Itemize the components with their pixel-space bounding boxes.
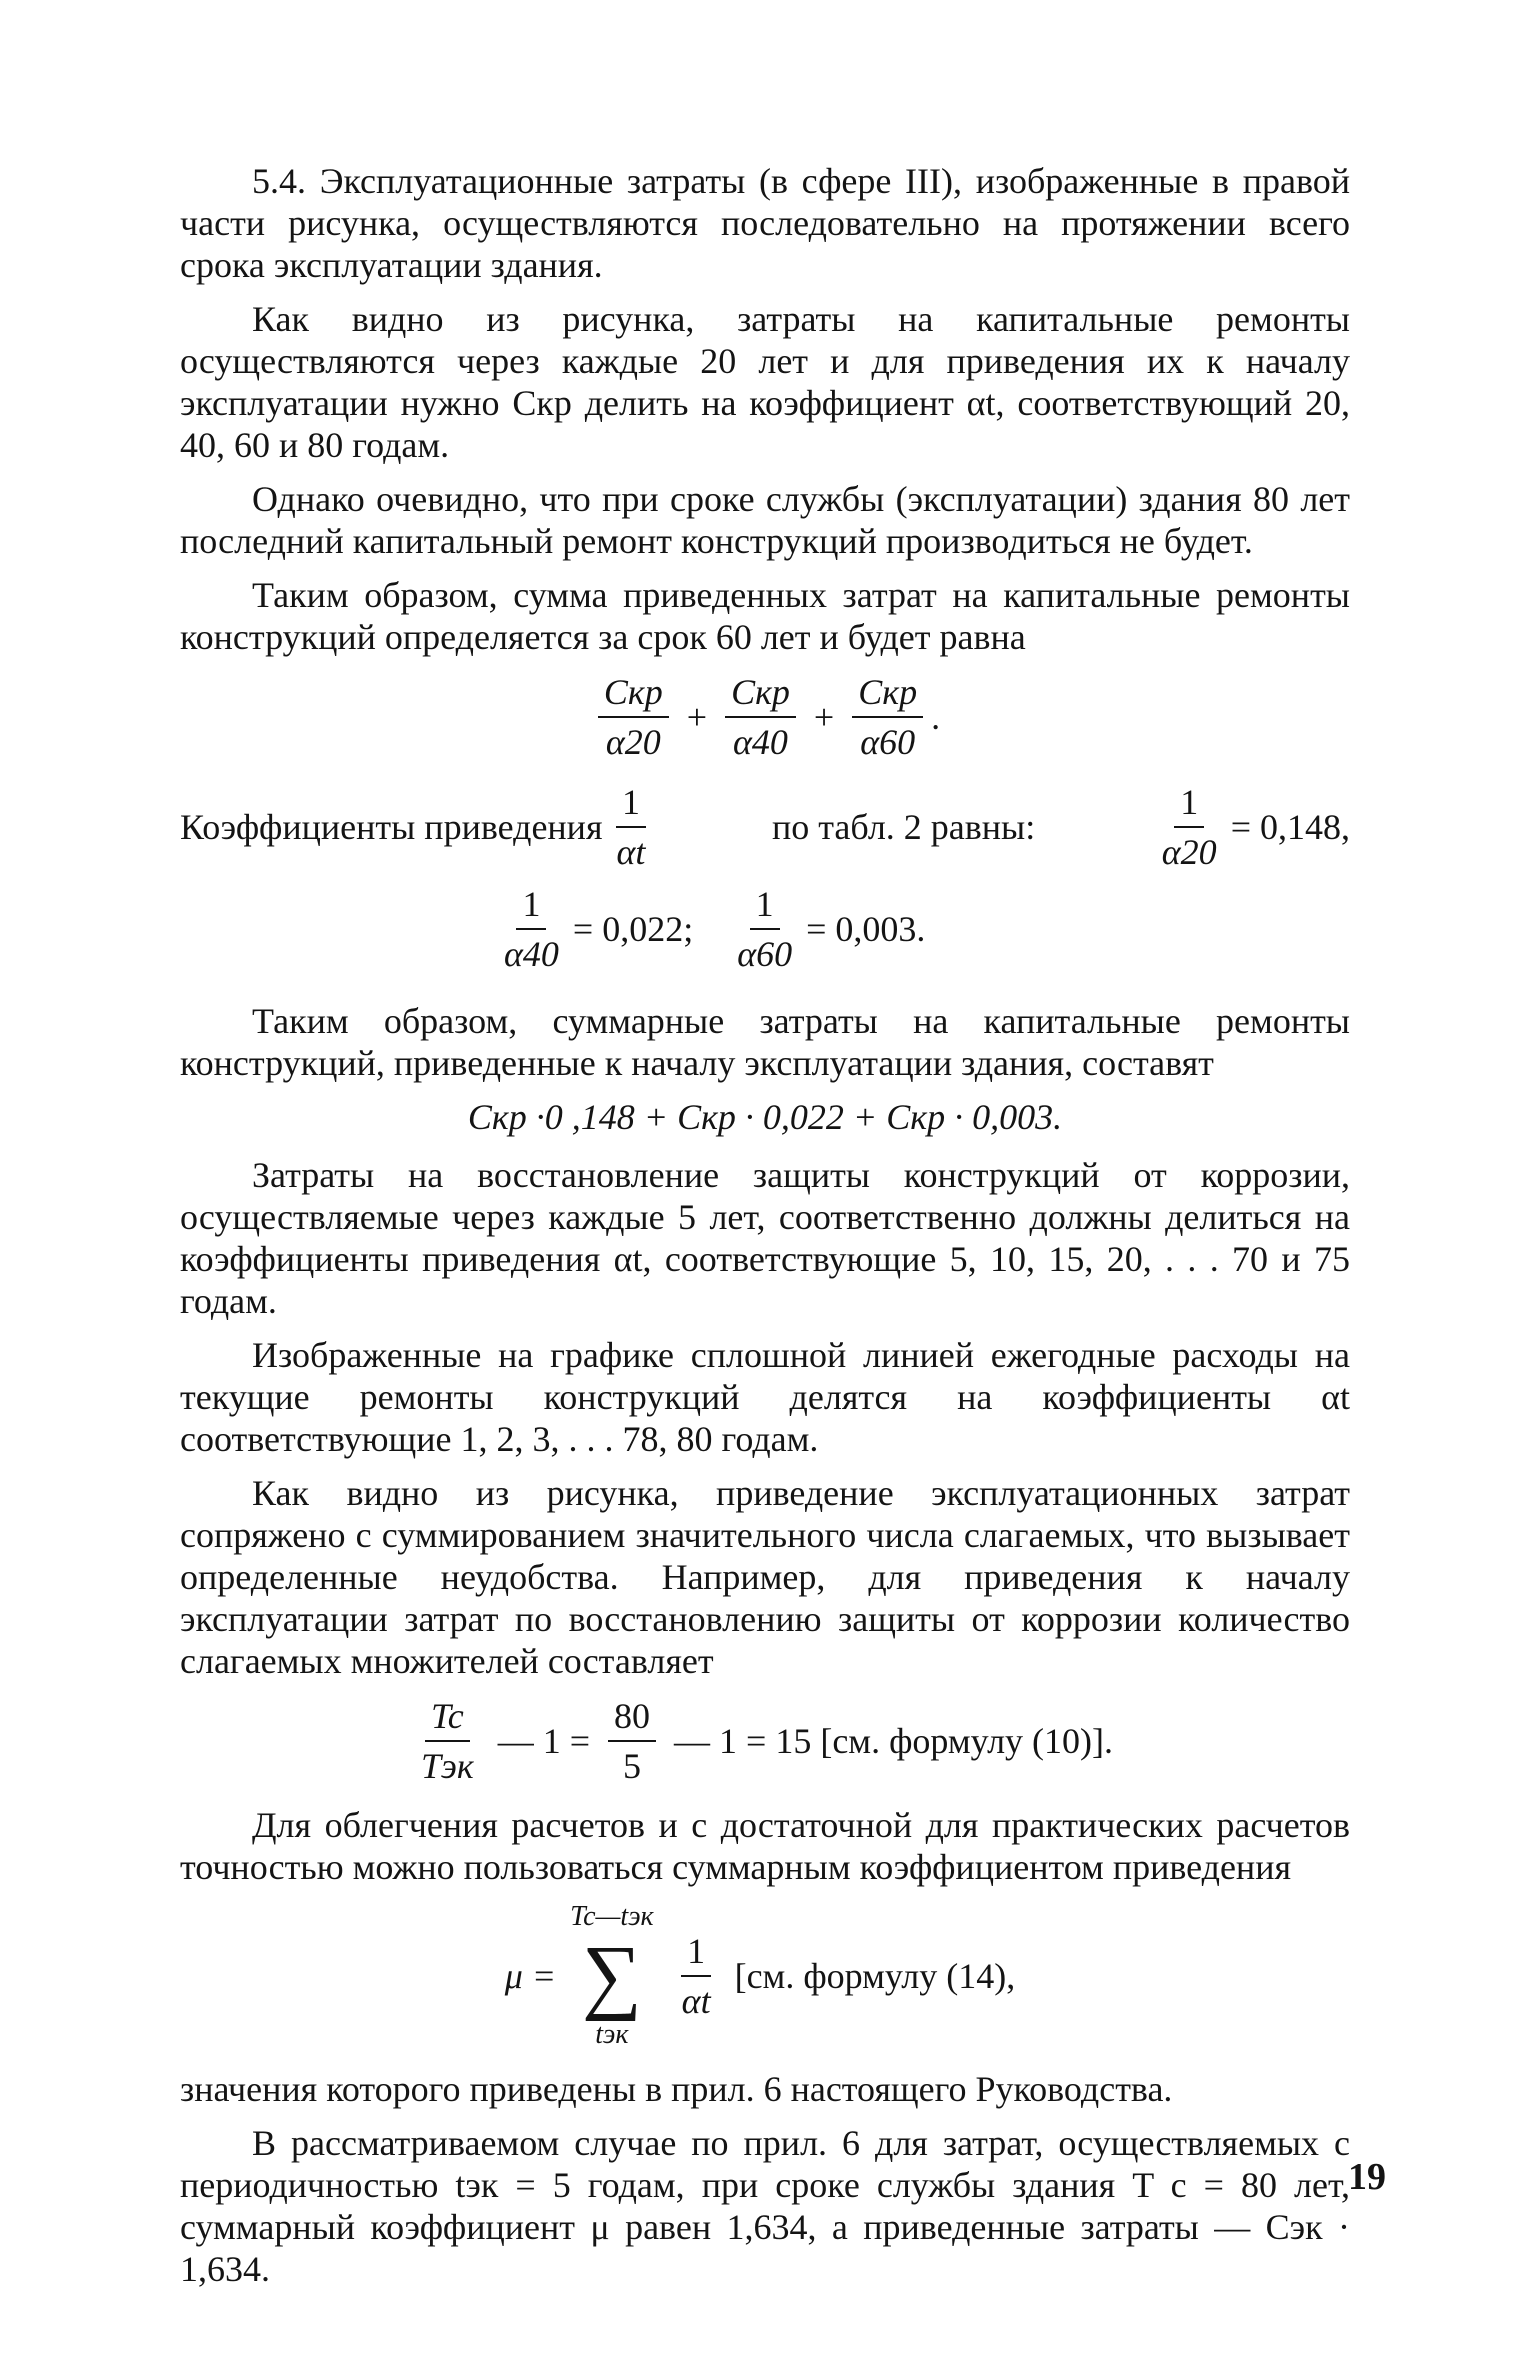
fraction-1-a40: $\frac{1}{\alpha 40}$ — [504, 884, 559, 974]
paragraph-last-repair: Однако очевидно, что при сроке службы (эксплуатации) здания 80 лет последний капитальный ремонт конструкций производиться не будет. — [180, 479, 1350, 561]
paragraph-corrosion: Затраты на восстановление защиты конструкций от коррозии, осуществляемые через каждые 5 лет, соответственно должны делиться на коэффициенты приведения αt, соответствующие 5, 10, 15, 20, . . . 70 и 75 годам. — [180, 1155, 1350, 1321]
coefficients-line: Коэффициенты приведения $\frac{1}{\alpha t}$ по табл. 2 равны: $\frac{1}{\alpha 20}$ = 0,148, — [180, 782, 1350, 872]
formula-mu-sum: μ = Tc—tэк ∑ tэк $\frac{1}{\alpha t}$ [см. формулу (14), — [504, 1901, 1016, 2050]
paragraph-summation: Как видно из рисунка, приведение эксплуатационных затрат сопряжено с суммированием значительного числа слагаемых, что вызывает определенные неудобства. Например, для приведения к началу эксплуатации затрат по восстановлению защиты от коррозии количество слагаемых множителей составляет — [180, 1473, 1350, 1681]
paragraph-total-capital: Таким образом, суммарные затраты на капитальные ремонты конструкций, приведенные к началу эксплуатации здания, составят — [180, 1001, 1350, 1083]
paragraph-capital-repairs: Как видно из рисунка, затраты на капитальные ремонты осуществляются через каждые 20 лет и для приведения их к началу эксплуатации нужно Cкр делить на коэффициент αt, соответствующий 20, 40, 60 и 80 годам. — [180, 299, 1350, 465]
paragraph-5-4: 5.4. Эксплуатационные затраты (в сфере III), изображенные в правой части рисунка, осуществляются последовательно на протяжении всего срока эксплуатации здания. — [180, 161, 1350, 285]
fraction-1-alpha-t: $\frac{1}{\alpha t}$ — [616, 782, 646, 872]
fraction-tc-tek: $\frac{Tc}{\text{Tэк}}$ — [420, 1696, 474, 1786]
body-text — [180, 160, 1350, 2302]
formula-sum-fractions: $\frac{\text{Cкр}}{\alpha 20}$ + $\frac{\text{Cкр}}{\alpha 40}$ + $\frac{\text{Cкр}}{\alpha 60}$ . — [180, 670, 1350, 764]
page-number: 19 — [1348, 2156, 1386, 2198]
fraction-a60: $\frac{\text{Cкр}}{\alpha 60}$ — [852, 670, 923, 764]
sigma-sum: Tc—tэк ∑ tэк — [570, 1901, 654, 2050]
fraction-1-a20: $\frac{1}{\alpha 20}$ — [1161, 782, 1217, 872]
coefficients-values: $\frac{1}{\alpha 40}$ = 0,022; $\frac{1}{\alpha 60}$ = 0,003. — [180, 882, 1350, 976]
formula-total-capital: Cкр ·0 ,148 + Cкр · 0,022 + Cкр · 0,003. — [467, 1097, 1063, 1137]
fraction-1-alpha-t-sum: $\frac{1}{\alpha t}$ — [681, 1931, 711, 2021]
fraction-a20: $\frac{\text{Cкр}}{\alpha 20}$ — [598, 670, 669, 764]
paragraph-summary-coefficient: Для облегчения расчетов и с достаточной для практических расчетов точностью можно пользоваться суммарным коэффициентом приведения — [180, 1805, 1350, 1887]
formula-term-count: $\frac{Tc}{\text{Tэк}}$ — 1 = $\frac{80}{5}$ — 1 = 15 [см. формулу (10)]. — [180, 1694, 1350, 1788]
paragraph-example-case: В рассматриваемом случае по прил. 6 для затрат, осуществляемых с периодичностью tэк = 5 годам, при сроке службы здания T с = 80 лет, суммарный коэффициент μ равен 1,634, а приведенные затраты — Cэк · 1,634. — [180, 2123, 1350, 2289]
fraction-a40: $\frac{\text{Cкр}}{\alpha 40}$ — [725, 670, 796, 764]
paragraph-sum-60-years: Таким образом, сумма приведенных затрат на капитальные ремонты конструкций определяется за срок 60 лет и будет равна — [180, 575, 1350, 657]
fraction-1-a60: $\frac{1}{\alpha 60}$ — [737, 884, 793, 974]
paragraph-appendix-ref: значения которого приведены в прил. 6 настоящего Руководства. — [180, 2069, 1173, 2109]
fraction-80-5: $\frac{80}{5}$ — [608, 1694, 656, 1788]
paragraph-current-repairs: Изображенные на графике сплошной линией ежегодные расходы на текущие ремонты конструкций делятся на коэффициенты αt соответствующие 1, 2, 3, . . . 78, 80 годам. — [180, 1335, 1350, 1459]
